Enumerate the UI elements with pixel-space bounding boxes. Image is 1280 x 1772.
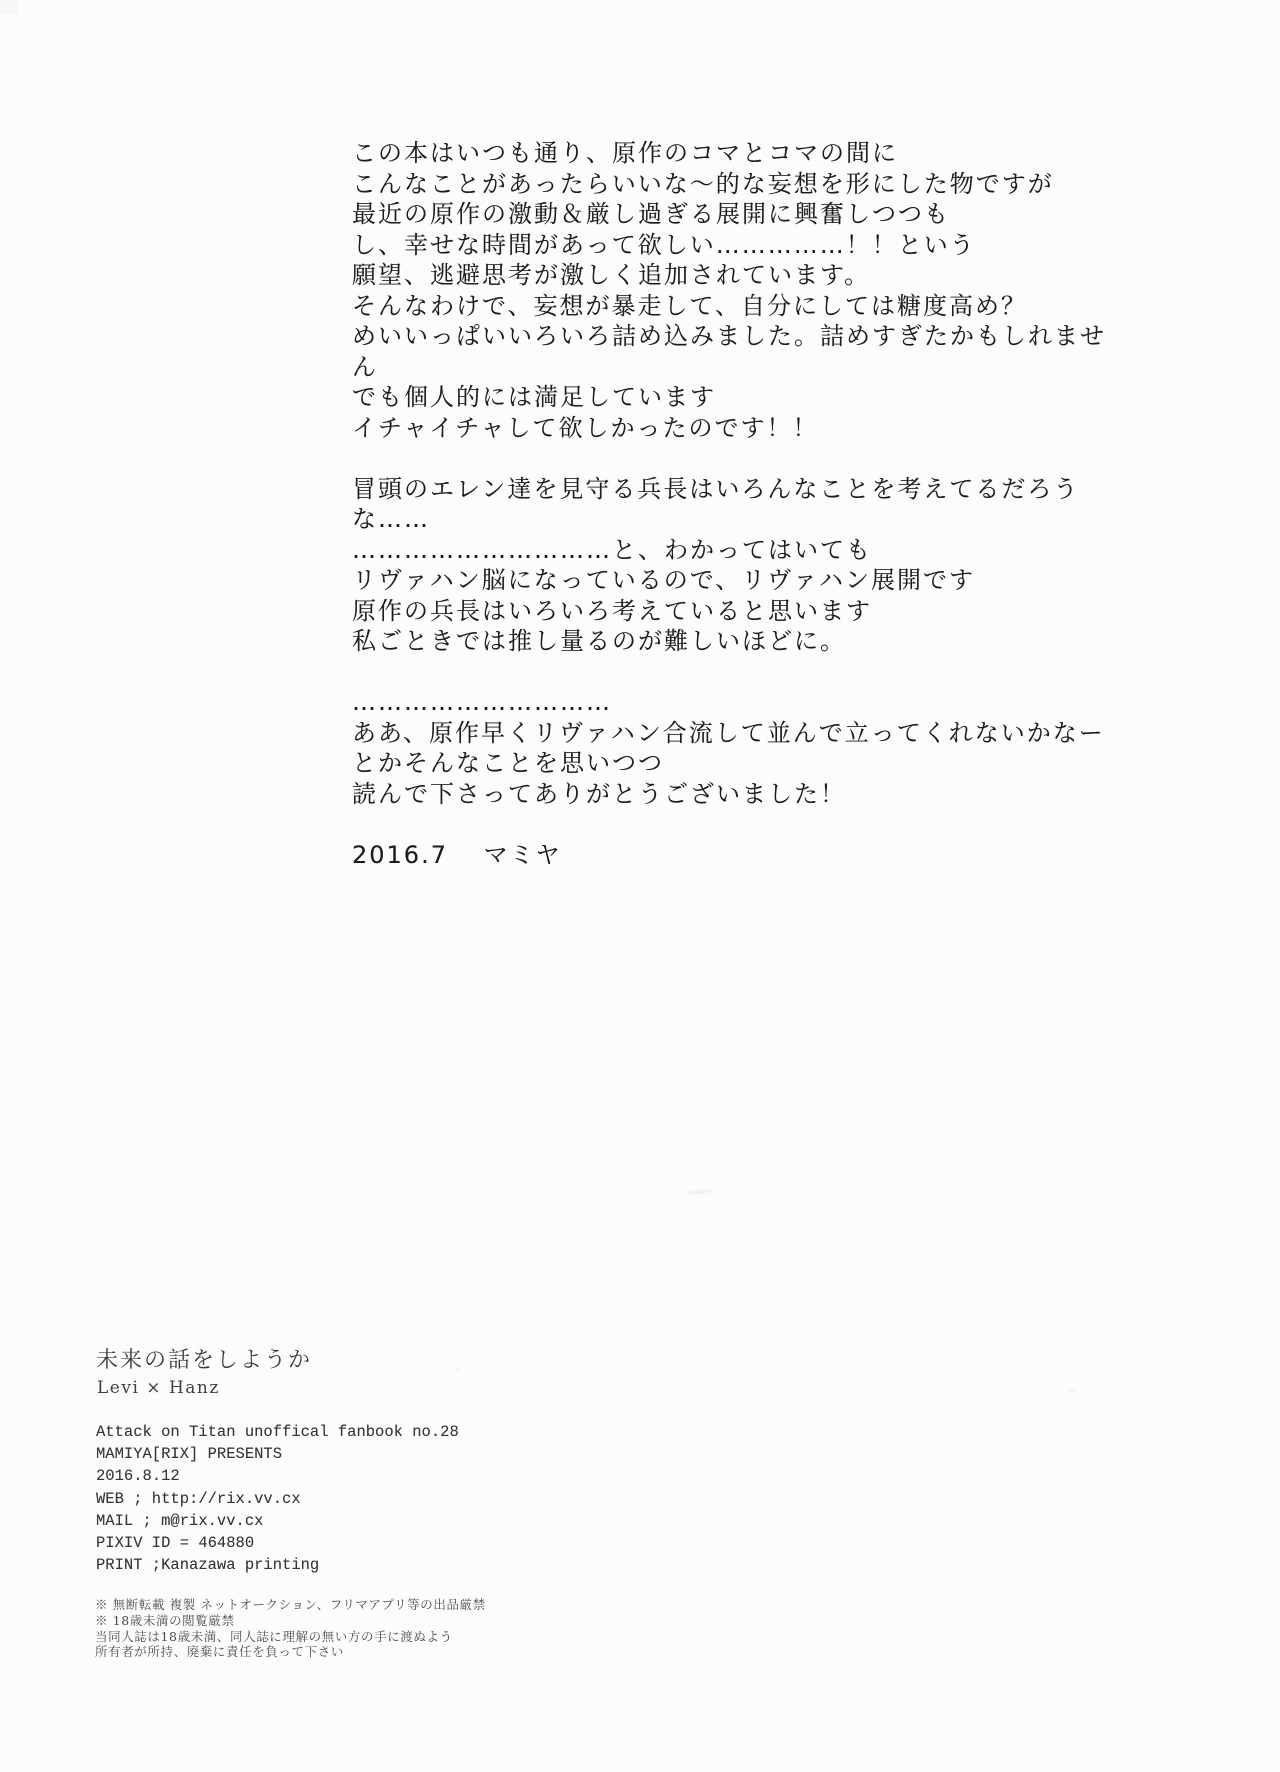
scan-artifact — [1068, 1388, 1075, 1393]
pairing-subtitle: Levi × Hanz — [97, 1378, 220, 1398]
afterword-body-text: この本はいつも通り、原作のコマとコマの間に こんなことがあったらいいな～的な妄想を形にした物ですが 最近の原作の激動＆厳し過ぎる展開に興奮しつつも し、幸せな時間があって欲しい……………！！という 願望、逃避思考が激しく追加されています。 そんなわけで、妄想が暴走して、自分にしては糖度高め？ めいいっぱいいろいろ詰め込みました。詰めすぎたかもしれません でも個人的には満足しています イチャイチャして欲しかったのです！！ 冒頭のエレン達を見守る兵長はいろんなことを考えてるだろうな…… …………………………と、わかってはいても リヴァハン脳になっているので、リヴァハン展開です 原作の兵長はいろいろ考えていると思います 私ごときでは推し量るのが難しいほどに。 ………………………… ああ、原作早くリヴァハン合流して並んで立ってくれないかなー とかそんなことを思いつつ 読んで下さってありがとうございました！ 2016.7 マミヤ — [352, 139, 1106, 869]
colophon-publication-info: Attack on Titan unoffical fanbook no.28 MAMIYA[RIX] PRESENTS 2016.8.12 WEB ; http://rix.vv.cx MAIL ; m@rix.vv.cx PIXIV ID = 464880 PRINT ;Kanazawa printing — [96, 1423, 459, 1575]
colophon-disclaimer-notice: ※ 無断転載 複製 ネットオークション、フリマアプリ等の出品厳禁 ※ 18歳未満の閲覧厳禁 当同人誌は18歳未満、同人誌に理解の無い方の手に渡ぬよう 所有者が所持、廃棄に責任を負って下さい — [95, 1597, 486, 1660]
book-title: 未来の話をしようか — [96, 1348, 313, 1373]
scan-artifact — [0, 0, 18, 14]
scan-artifact — [686, 1189, 712, 1196]
scan-artifact — [455, 1368, 460, 1372]
